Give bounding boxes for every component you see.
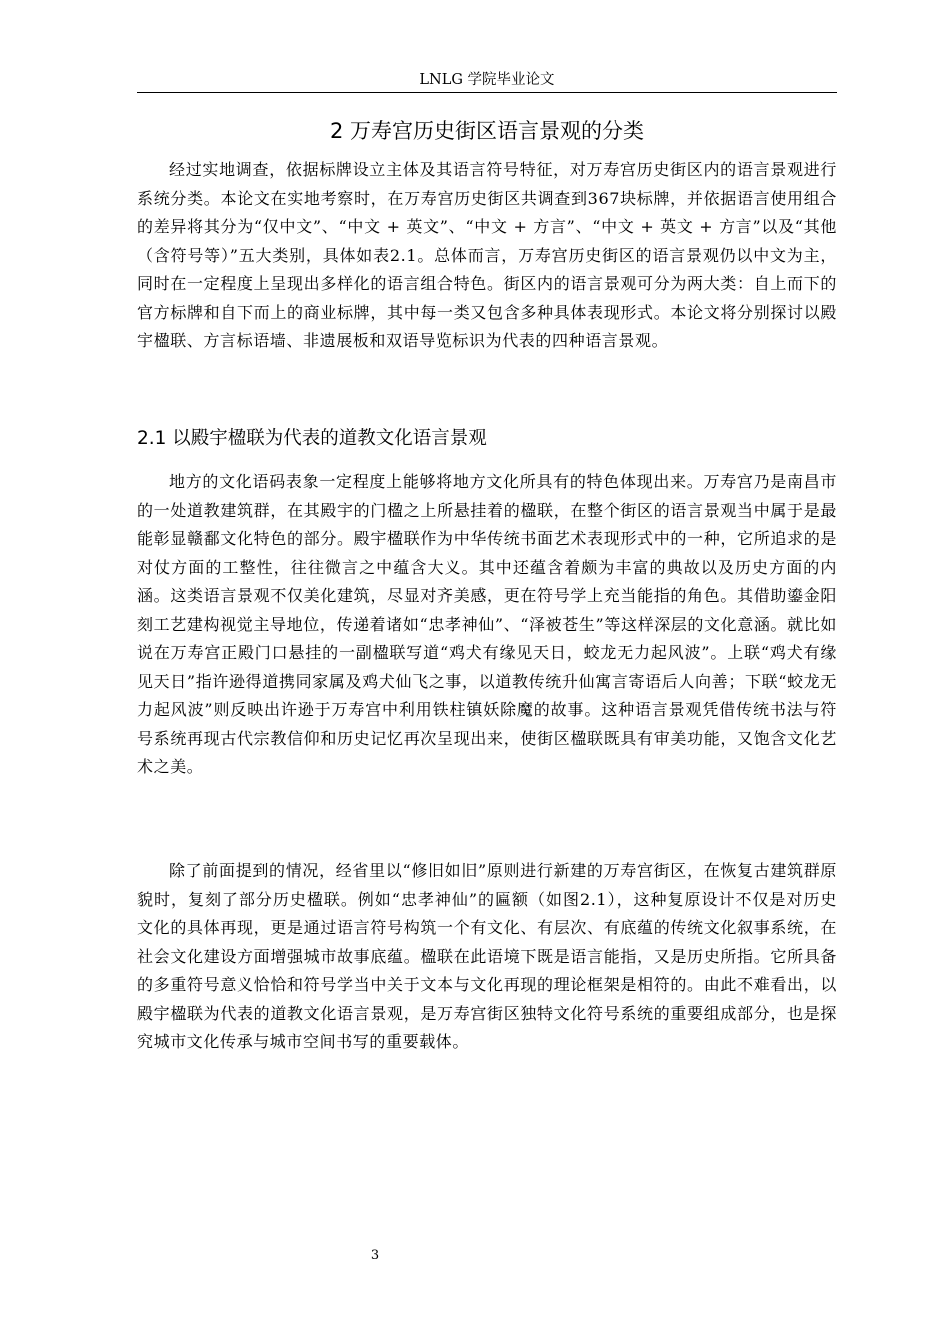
body-paragraph: 除了前面提到的情况，经省里以“修旧如旧”原则进行新建的万寿宫街区，在恢复古建筑群原貌时，复刻了部分历史楹联。例如“忠孝神仙”的匾额（如图2.1），这种复原设计不仅是对历史文化的具体再现，更是通过语言符号构筑一个有文化、有层次、有底蕴的传统文化叙事系统，在社会文化建设方面增强城市故事底蕴。楹联在此语境下既是语言能指，又是历史所指。它所具备的多重符号意义恰恰和符号学当中关于文本与文化再现的理论框架是相符的。由此不难看出，以殿宇楹联为代表的道教文化语言景观，是万寿宫街区独特文化符号系统的重要组成部分，也是探究城市文化传承与城市空间书写的重要载体。 [137,861,837,1051]
page-number: 3 [370,1248,380,1263]
chapter-title: 2 万寿宫历史街区语言景观的分类 [329,119,645,143]
body-paragraph: 地方的文化语码表象一定程度上能够将地方文化所具有的特色体现出来。万寿宫乃是南昌市的一处道教建筑群，在其殿宇的门楹之上所悬挂着的楹联，在整个街区的语言景观当中属于是最能彰显赣鄱文化特色的部分。殿宇楹联作为中华传统书面艺术表现形式中的一种，它所追求的是对仗方面的工整性，往往微言之中蕴含大义。其中还蕴含着颇为丰富的典故以及历史方面的内涵。这类语言景观不仅美化建筑，尽显对齐美感，更在符号学上充当能指的角色。其借助鎏金阳刻工艺建构视觉主导地位，传递着诸如“忠孝神仙”、“泽被苍生”等这样深层的文化意涵。就比如说在万寿宫正殿门口悬挂的一副楹联写道“鸡犬有缘见天日，蛟龙无力起风波”。上联“鸡犬有缘见天日”指许逊得道携同家属及鸡犬仙飞之事，以道教传统升仙寓言寄语后人向善；下联“蛟龙无力起风波”则反映出许逊于万寿宫中利用铁柱镇妖除魔的故事。这种语言景观凭借传统书法与符号系统再现古代宗教信仰和历史记忆再次呈现出来，使街区楹联既具有审美功能，又饱含文化艺术之美。 [137,472,837,776]
header-rule [137,92,837,93]
running-header: LNLG 学院毕业论文 [419,72,555,88]
section-title: 2.1 以殿宇楹联为代表的道教文化语言景观 [137,428,487,449]
chapter-intro-paragraph: 经过实地调查，依据标牌设立主体及其语言符号特征，对万寿宫历史街区内的语言景观进行系统分类。本论文在实地考察时，在万寿宫历史街区共调查到367块标牌，并依据语言使用组合的差异将其分为“仅中文”、“中文 + 英文”、“中文 + 方言”、“中文 + 英文 + 方言”以及“其他（含符号等）”五大类别，具体如表2.1。总体而言，万寿宫历史街区的语言景观仍以中文为主，同时在一定程度上呈现出多样化的语言组合特色。街区内的语言景观可分为两大类：自上而下的官方标牌和自下而上的商业标牌，其中每一类又包含多种具体表现形式。本论文将分别探讨以殿宇楹联、方言标语墙、非遗展板和双语导览标识为代表的四种语言景观。 [137,160,837,350]
